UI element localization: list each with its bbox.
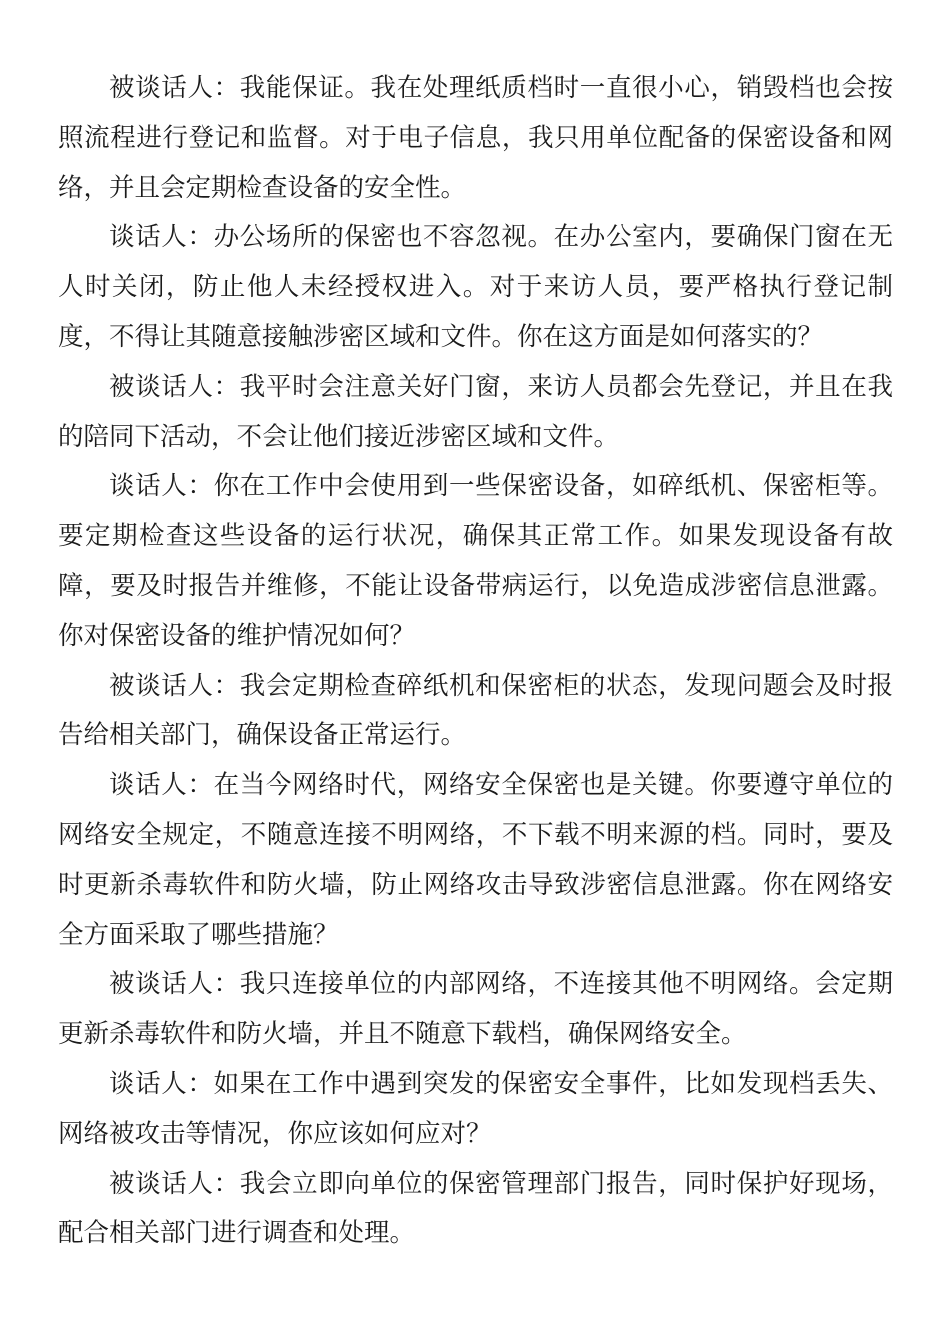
paragraph-interviewee-4: 被谈话人：我只连接单位的内部网络，不连接其他不明网络。会定期更新杀毒软件和防火墙，并且不随意下载档，确保网络安全。 — [58, 969, 893, 1050]
document-body — [58, 64, 893, 1259]
paragraph-interviewee-2: 被谈话人：我平时会注意关好门窗，来访人员都会先登记，并且在我的陪同下活动，不会让他们接近涉密区域和文件。 — [58, 371, 893, 452]
paragraph-interviewee-1: 被谈话人：我能保证。我在处理纸质档时一直很小心，销毁档也会按照流程进行登记和监督。对于电子信息，我只用单位配备的保密设备和网络，并且会定期检查设备的安全性。 — [58, 73, 893, 203]
paragraph-interviewer-1: 谈话人：办公场所的保密也不容忽视。在办公室内，要确保门窗在无人时关闭，防止他人未经授权进入。对于来访人员，要严格执行登记制度，不得让其随意接触涉密区域和文件。你在这方面是如何落实的？ — [58, 222, 893, 352]
paragraph-interviewee-5: 被谈话人：我会立即向单位的保密管理部门报告，同时保护好现场，配合相关部门进行调查和处理。 — [58, 1168, 893, 1249]
paragraph-interviewer-2: 谈话人：你在工作中会使用到一些保密设备，如碎纸机、保密柜等。要定期检查这些设备的运行状况，确保其正常工作。如果发现设备有故障，要及时报告并维修，不能让设备带病运行，以免造成涉密信息泄露。你对保密设备的维护情况如何？ — [58, 471, 893, 651]
paragraph-interviewee-3: 被谈话人：我会定期检查碎纸机和保密柜的状态，发现问题会及时报告给相关部门，确保设备正常运行。 — [58, 670, 893, 751]
paragraph-interviewer-4: 谈话人：如果在工作中遇到突发的保密安全事件，比如发现档丢失、网络被攻击等情况，你应该如何应对？ — [58, 1068, 893, 1149]
paragraph-interviewer-3: 谈话人：在当今网络时代，网络安全保密也是关键。你要遵守单位的网络安全规定，不随意连接不明网络，不下载不明来源的档。同时，要及时更新杀毒软件和防火墙，防止网络攻击导致涉密信息泄露。你在网络安全方面采取了哪些措施？ — [58, 770, 893, 950]
